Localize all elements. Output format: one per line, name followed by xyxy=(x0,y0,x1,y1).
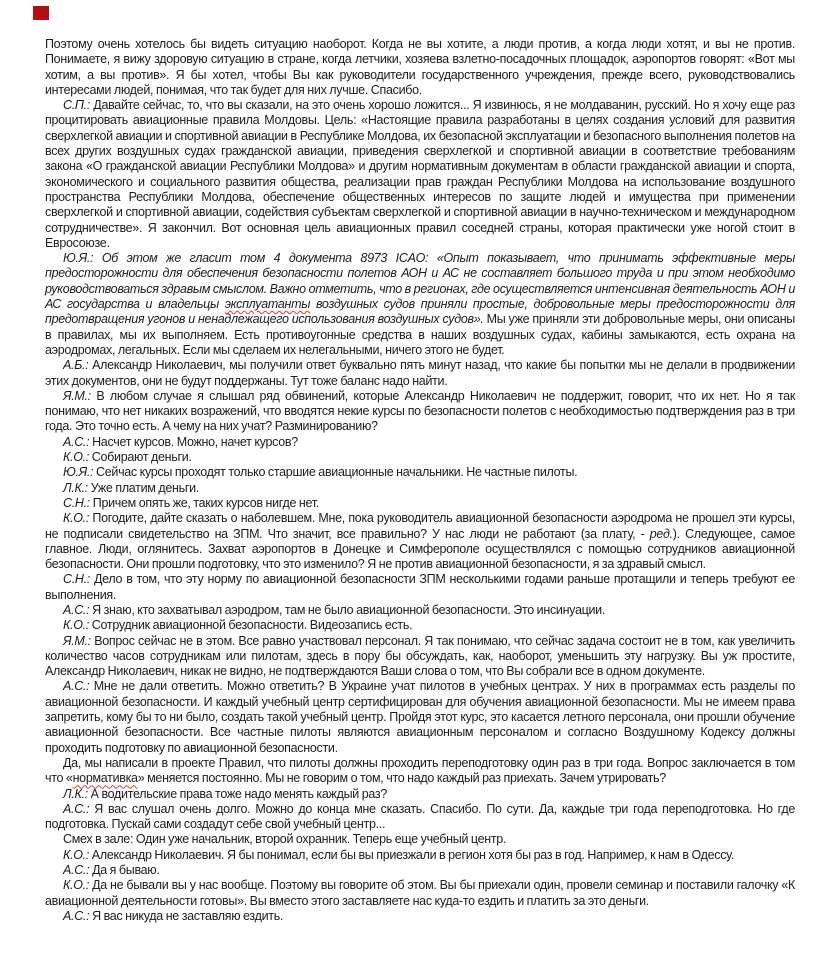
paragraph xyxy=(45,863,795,878)
speaker-label: К.О.: xyxy=(63,511,90,526)
speaker-label: К.О.: xyxy=(63,847,90,862)
speaker-label: Ю.Я.: xyxy=(63,251,94,266)
paragraph xyxy=(45,98,795,251)
paragraph xyxy=(45,496,795,511)
speaker-label: К.О.: xyxy=(63,618,90,633)
text-segment: Мне не дали ответить. Можно ответить? В Украине учат пилотов в учебных центрах. У них в программах есть разделы по авиационной безопасности. И каждый учебный центр сертифицирован для обучения авиационной безопасности. Мы не имеем права запретить, кому бы то ни было, создать такой учебный центр. Пройдя этот курс, это касается летного персонала, они прошли обучение авиационной безопасности. Все частные пилоты являются авиационным персоналом и согласно Воздушному Кодексу должны проходить подготовку по авиационной безопасности. xyxy=(45,679,795,755)
text-segment: Поэтому очень хотелось бы видеть ситуацию наоборот. Когда не вы хотите, а люди против, а когда люди хотят, и вы не против. Понимаете, я вижу здоровую ситуацию в стране, когда летчики, хозяева взлетно-посадочных площадок, аэропортов говорят: «Вот мы хотим, а вы против». Я бы хотел, чтобы Вы как руководители государственного учреждения, прежде всего, руководствовались интересами людей, понимая, что так будет для них лучше. Спасибо. xyxy=(45,37,795,97)
speaker-label: А.С.: xyxy=(63,602,90,617)
misspelled-word: нормативка xyxy=(72,771,138,786)
text-segment: Я вас никуда не заставляю ездить. xyxy=(89,908,284,923)
text-segment: Дело в том, что эту норму по авиационной безопасности ЗПМ несколькими годами раньше протащили и теперь требуют ее выполнения. xyxy=(45,572,795,602)
speaker-label: К.О.: xyxy=(63,878,90,893)
text-segment: Причем опять же, таких курсов нигде нет. xyxy=(89,495,319,510)
paragraph xyxy=(45,251,795,358)
paragraph xyxy=(45,802,795,833)
speaker-label: Л.К.: xyxy=(63,480,88,495)
speaker-label: Я.М.: xyxy=(63,388,91,403)
document-body xyxy=(45,37,795,924)
paragraph xyxy=(45,756,795,787)
paragraph xyxy=(45,389,795,435)
text-segment: ред. xyxy=(649,526,673,541)
paragraph xyxy=(45,787,795,802)
paragraph xyxy=(45,832,795,847)
text-segment: Да не бывали вы у нас вообще. Поэтому вы говорите об этом. Вы бы приехали один, провели семинар и поставили галочку «К авиационной деятельности готовы». Вы вместо этого заставляете нас куда-то ездить и платить за это деньги. xyxy=(45,878,795,908)
paragraph xyxy=(45,511,795,572)
paragraph xyxy=(45,481,795,496)
speaker-label: Л.К.: xyxy=(63,786,88,801)
text-segment: Смех в зале: Один уже начальник, второй охранник. Теперь еще учебный центр. xyxy=(63,832,507,847)
text-segment: Я вас слушал очень долго. Можно до конца мне сказать. Спасибо. По сути. Да, каждые три года переподготовка. Но где подготовка. Пускай сами создадут себе свой учебный центр... xyxy=(45,801,795,832)
speaker-label: С.Н.: xyxy=(63,495,90,510)
speaker-label: К.О.: xyxy=(63,450,90,465)
text-segment: Александр Николаевич. Я бы понимал, если бы вы приезжали в регион хотя бы раз в год. Например, к нам в Одессу. xyxy=(89,847,735,862)
paragraph xyxy=(45,848,795,863)
speaker-label: А.С.: xyxy=(63,801,90,816)
paragraph xyxy=(45,435,795,450)
text-segment: Уже платим деньги. xyxy=(87,480,199,495)
text-segment: Мы уже приняли эти добровольные меры, они описаны в правилах, мы их выполняем. Есть противоугонные средства в наших воздушных судах, кабины замыкаются, есть охрана на аэродромах, легальных. Если мы сделаем их нелегальными, ничего этого не будет. xyxy=(45,312,795,357)
text-segment: ). Следующее, самое главное. Люди, оглянитесь. Захват аэропортов в Донецке и Симферополе осуществлялся с помощью сотрудников авиационной безопасности. Они прошли подготовку, что это изменило? Я не против авиационной безопасности, я за здравый смысл. xyxy=(45,526,796,572)
speaker-label: С.П.: xyxy=(63,98,91,113)
text-segment: Да я бываю. xyxy=(89,863,160,878)
text-segment: Сейчас курсы проходят только старшие авиационные начальники. Не частные пилоты. xyxy=(93,465,578,480)
speaker-label: С.Н.: xyxy=(63,572,90,587)
text-segment: Об этом же гласит том 4 документа 8973 ICAO: «Опыт показывает, что принимать эффективные меры предосторожности для обеспечения безопасности полетов АОН и АС не составляет большого труда и при этом необходимо руководствоваться здравым смыслом. Важно отметить, что в регионах, где осуществляется интенсивная деятельность АОН и АС государства и владельцы xyxy=(45,251,795,312)
text-segment: Собирают деньги. xyxy=(89,450,192,465)
speaker-label: А.С.: xyxy=(63,679,90,694)
text-segment: Насчет курсов. Можно, начет курсов? xyxy=(89,434,298,449)
speaker-label: А.С.: xyxy=(63,434,90,449)
paragraph xyxy=(45,618,795,633)
text-segment: Да, мы написали в проекте Правил, что пилоты должны проходить переподготовку один раз в три года. Вопрос заключается в том что « xyxy=(45,755,795,786)
text-segment: Я знаю, кто захватывал аэродром, там не было авиационной безопасности. Это инсинуации. xyxy=(89,602,606,617)
speaker-label: А.С.: xyxy=(63,908,90,923)
misspelled-word: эксплуатанты xyxy=(224,297,311,312)
paragraph xyxy=(45,634,795,680)
paragraph xyxy=(45,909,795,924)
text-segment: В любом случае я слышал ряд обвинений, которые Александр Николаевич не поддержит, говорит, что их нет. Но я так понимаю, что нет никаких возражений, что вводятся некие курсы по безопасности полетов с необходимостью подтверждения раз в три года. Это точно есть. А чему на них учат? Разминированию? xyxy=(45,388,795,434)
speaker-label: Я.М.: xyxy=(63,633,91,648)
text-segment: Александр Николаевич, мы получили ответ буквально пять минут назад, что какие бы попытки мы не делали в продвижении этих документов, они не будут поддержаны. Тут тоже баланс надо найти. xyxy=(45,358,795,388)
text-segment: воздушных судов приняли простые, добровольные меры предосторожности для предотвращения угонов и ненадлежащего использования воздушных судов». xyxy=(45,297,795,327)
text-segment: Вопрос сейчас не в этом. Все равно участвовал персонал. Я так понимаю, что сейчас задача состоит не в том, как увеличить количество часов сотрудникам или пилотам, здесь в пору бы обсуждать, как, наоборот, уменьшить эту нагрузку. Вы уж простите, Александр Николаевич, никак не видно, не подтверждаются Ваши слова о том, что Вы собрали все в одном документе. xyxy=(45,633,795,679)
paragraph xyxy=(45,450,795,465)
paragraph xyxy=(45,679,795,755)
speaker-label: Ю.Я.: xyxy=(63,465,94,480)
text-segment: » меняется постоянно. Мы не говорим о том, что надо каждый раз приехать. Зачем утрировать? xyxy=(137,771,666,786)
red-square-marker xyxy=(33,6,49,20)
text-segment: Погодите, дайте сказать о наболевшем. Мне, пока руководитель авиационной безопасности аэродрома не прошел эти курсы, не подписали свидетельство на ЗПМ. Что значит, все правильно? У нас люди не работают (за плату, - xyxy=(45,511,795,541)
paragraph xyxy=(45,37,795,98)
paragraph xyxy=(45,572,795,603)
paragraph xyxy=(45,878,795,909)
text-segment: Сотрудник авиационной безопасности. Видеозапись есть. xyxy=(89,618,413,633)
paragraph xyxy=(45,465,795,480)
speaker-label: А.Б.: xyxy=(63,358,89,373)
paragraph xyxy=(45,603,795,618)
text-segment: Давайте сейчас, то, что вы сказали, на это очень хорошо ложится... Я извинюсь, я не молдаванин, русский. Но я хочу еще раз процитировать авиационные правила Молдовы. Цель: «Настоящие правила разработаны в целях создания условий для развития сверхлегкой авиации и спортивной авиации в Республике Молдова, их безопасной эксплуатации и безопасного выполнения полетов на всех других воздушных судах гражданской авиации, приведения сверхлегкой и спортивной авиации в соответствие требованиям закона «О гражданской авиации Республики Молдова» и другим нормативным документам в области гражданской авиации и спорта, экономического и социального развития общества, реализации прав граждан Республики Молдова на использование воздушного пространства Республики Молдова, обеспечение общественных интересов по защите людей и имущества при применении сверхлегкой и спортивной авиации, содействия субъектам сверхлегкой и спортивной авиации в научно-техническом и международном сотрудничестве». Я закончил. Вот основная цель авиационных правил соседней страны, которая практически уже ногой стоит в Евросоюзе. xyxy=(45,98,795,250)
speaker-label: А.С.: xyxy=(63,863,90,878)
text-segment: А водительские права тоже надо менять каждый раз? xyxy=(87,786,387,801)
paragraph xyxy=(45,358,795,389)
